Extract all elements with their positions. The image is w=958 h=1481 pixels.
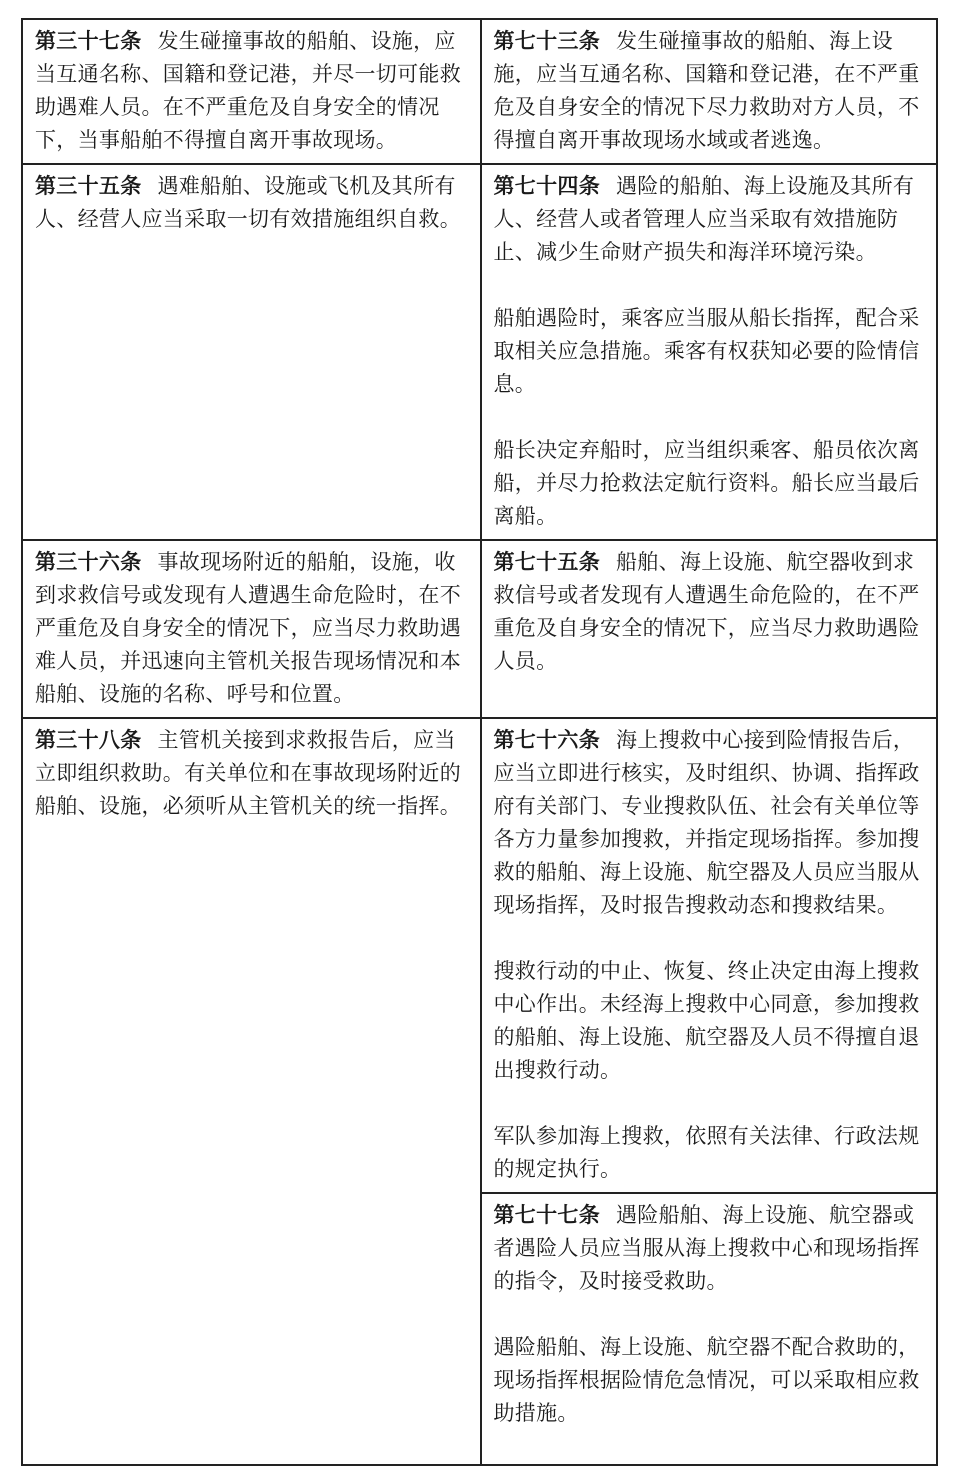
article-block [482, 1192, 937, 1464]
article-number: 第七十七条 [493, 1202, 600, 1227]
article-paragraph [35, 24, 470, 157]
article-paragraph [494, 545, 927, 678]
article-block [494, 24, 927, 157]
table-cell-old-law [21, 541, 480, 717]
article-text: 事故现场附近的船舶，设施，收到求救信号或发现有人遭遇生命危险时，在不严重危及自身安全的情况下，应当尽力救助遇难人员，并迅速向主管机关报告现场情况和本船舶、设施的名称、呼号和位置。 [35, 550, 461, 706]
article-block [35, 723, 470, 823]
article-number: 第三十六条 [35, 549, 142, 574]
article-number: 第七十四条 [493, 173, 600, 198]
article-number: 第七十五条 [493, 549, 600, 574]
comparison-table [21, 18, 938, 1466]
article-paragraph [35, 169, 470, 236]
article-block [35, 169, 470, 236]
article-paragraph [494, 169, 927, 269]
article-number: 第七十六条 [493, 727, 600, 752]
article-text: 遇险船舶、海上设施、航空器或者遇险人员应当服从海上搜救中心和现场指挥的指令，及时接受救助。 [493, 1203, 920, 1293]
table-cell-new-law [480, 20, 939, 163]
article-paragraph: 船舶遇险时，乘客应当服从船长指挥，配合采取相关应急措施。乘客有权获知必要的险情信息。 [493, 306, 920, 396]
table-row [21, 541, 938, 719]
table-row [21, 18, 938, 165]
table-cell-new-law [480, 541, 939, 717]
table-row [21, 719, 938, 1466]
article-block [494, 169, 927, 533]
article-block [482, 719, 937, 1192]
article-paragraph: 遇险船舶、海上设施、航空器不配合救助的，现场指挥根据险情危急情况，可以采取相应救助措施。 [493, 1335, 920, 1425]
article-paragraph [35, 723, 470, 823]
article-paragraph [494, 24, 927, 157]
article-number: 第三十五条 [35, 173, 142, 198]
article-text: 发生碰撞事故的船舶、海上设施，应当互通名称、国籍和登记港，在不严重危及自身安全的情况下尽力救助对方人员，不得擅自离开事故现场水域或者逃逸。 [493, 29, 920, 152]
article-paragraph: 船长决定弃船时，应当组织乘客、船员依次离船，并尽力抢救法定航行资料。船长应当最后离船。 [493, 438, 920, 528]
table-cell-new-law [480, 165, 939, 539]
article-paragraph [494, 723, 927, 922]
table-cell-old-law [21, 165, 480, 539]
table-row [21, 165, 938, 541]
article-text: 遇难船舶、设施或飞机及其所有人、经营人应当采取一切有效措施组织自救。 [35, 174, 461, 231]
article-paragraph: 军队参加海上搜救，依照有关法律、行政法规的规定执行。 [493, 1124, 920, 1181]
table-cell-old-law [21, 20, 480, 163]
article-paragraph: 搜救行动的中止、恢复、终止决定由海上搜救中心作出。未经海上搜救中心同意，参加搜救的船舶、海上设施、航空器及人员不得擅自退出搜救行动。 [493, 959, 920, 1082]
article-block [35, 545, 470, 711]
article-text: 发生碰撞事故的船舶、设施，应当互通名称、国籍和登记港，并尽一切可能救助遇难人员。在不严重危及自身安全的情况下，当事船舶不得擅自离开事故现场。 [35, 29, 461, 152]
article-text: 主管机关接到求救报告后，应当立即组织救助。有关单位和在事故现场附近的船舶、设施，必须听从主管机关的统一指挥。 [35, 728, 461, 818]
article-text: 海上搜救中心接到险情报告后，应当立即进行核实，及时组织、协调、指挥政府有关部门、专业搜救队伍、社会有关单位等各方力量参加搜救，并指定现场指挥。参加搜救的船舶、海上设施、航空器及人员应当服从现场指挥，及时报告搜救动态和搜救结果。 [493, 728, 920, 917]
article-paragraph [35, 545, 470, 711]
article-number: 第三十七条 [35, 28, 142, 53]
article-text: 遇险的船舶、海上设施及其所有人、经营人或者管理人应当采取有效措施防止、减少生命财产损失和海洋环境污染。 [493, 174, 915, 264]
article-block [494, 545, 927, 678]
table-cell-new-law [480, 719, 939, 1466]
article-block [35, 24, 470, 157]
article-paragraph [494, 1198, 927, 1298]
table-cell-old-law [21, 719, 480, 1466]
article-number: 第三十八条 [35, 727, 142, 752]
article-text: 船舶、海上设施、航空器收到求救信号或者发现有人遭遇生命危险的，在不严重危及自身安全的情况下，应当尽力救助遇险人员。 [493, 550, 920, 673]
article-number: 第七十三条 [493, 28, 600, 53]
